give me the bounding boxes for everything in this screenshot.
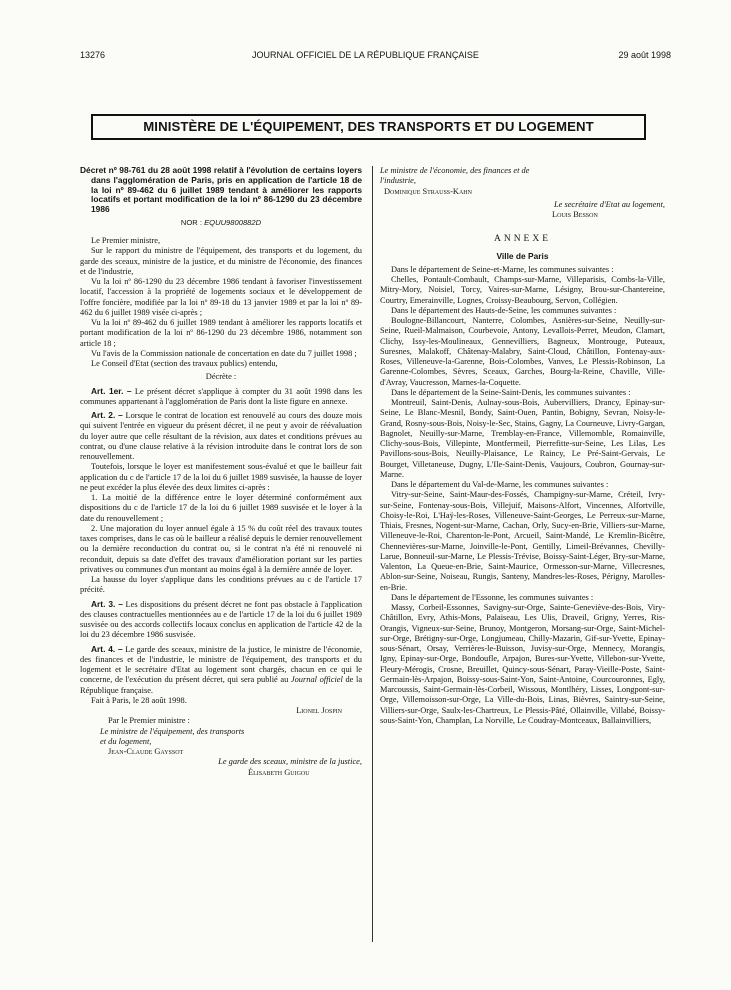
signature-strauss-kahn: Dominique Strauss-Kahn	[384, 186, 472, 196]
commune-list: Boulogne-Billancourt, Nanterre, Colombes, Asnières-sur-Seine, Neuilly-sur-Seine, Rueil-Malmaison, Courbevoie, Antony, Levallois-Perret, Meudon, Clamart, Clichy, Issy-les-Moulineaux, Gennevilliers, Bagneux, Montrouge, Puteaux, Suresnes, Malakoff, Châtenay-Malabry, Saint-Cloud, Châtillon, Fontenay-aux-Roses, Villeneuve-la-Garenne, Bois-Colombes, Vanves, Le Plessis-Robinson, La Garenne-Colombes, Sèvres, Sceaux, Garches, Bourg-la-Reine, Chaville, Ville-d'Avray, Vaucresson, Marnes-la-Coquette.	[380, 316, 665, 387]
par-le-premier-ministre: Par le Premier ministre :	[108, 716, 190, 726]
ville-de-paris: Ville de Paris	[496, 250, 549, 261]
article-2-label: Art. 2. –	[91, 410, 123, 421]
article-1-label: Art. 1er. –	[91, 385, 132, 396]
signature-prime-minister: Lionel Jospin	[296, 706, 342, 716]
opening-line: Le Premier ministre,	[91, 236, 161, 246]
journal-title: JOURNAL OFFICIEL DE LA RÉPUBLIQUE FRANÇAISE	[252, 50, 479, 60]
article-2	[80, 410, 362, 462]
decree-title: Décret nº 98-761 du 28 août 1998 relatif à l'évolution de certains loyers dans l'agglomération de Paris, pris en application de l'article 18 de la loi nº 89-462 du 6 juillet 1989 tendant à améliorer les rapports locatifs et portant modification de la loi nº 86-1290 du 23 décembre 1986	[80, 165, 362, 215]
article-4	[80, 644, 362, 696]
nor-reference	[80, 218, 362, 228]
garde-des-sceaux-title: Le garde des sceaux, ministre de la justice,	[218, 757, 362, 767]
nor-code: EQUU9800882D	[204, 217, 262, 227]
article-2-text: Lorsque le contrat de location est renouvelé au cours des douze mois qui suivent l'entrée en vigueur du présent décret, il ne peut y avoir de réévaluation du loyer autre que celle résultant de la révision, aux dates et conditions prévues au contrat, ou d'une clause relative à la révision introduite dans le contrat lors de son renouvellement.	[80, 411, 363, 462]
ministry-heading-box	[91, 114, 646, 140]
opening-line: Le Conseil d'Etat (section des travaux publics) entendu,	[91, 359, 278, 369]
commune-list: Montreuil, Saint-Denis, Aulnay-sous-Bois, Aubervilliers, Drancy, Epinay-sur-Seine, Le Blanc-Mesnil, Bondy, Saint-Ouen, Pantin, Bobigny, Sevran, Noisy-le-Grand, Rosny-sous-Bois, Noisy-le-Sec, Stains, Gagny, La Courneuve, Livry-Gargan, Bagnolet, Neuilly-sur-Marne, Tremblay-en-France, Villemomble, Romainville, Clichy-sous-Bois, Villepinte, Montfermeil, Pierrefitte-sur-Seine, Les Lilas, Les Pavillons-sous-Bois, Neuilly-Plaisance, Le Raincy, Le Pré-Saint-Gervais, Le Bourget, Villetaneuse, Dugny, L'Ile-Saint-Denis, Vaujours, Coubron, Gournay-sur-Marne.	[380, 398, 665, 479]
minister-economy-title: Le ministre de l'économie, des finances et de l'industrie,	[380, 166, 530, 186]
opening-line: Vu la loi nº 89-462 du 6 juillet 1989 tendant à améliorer les rapports locatifs et portant modification de la loi nº 86-1290 du 23 décembre 1986, notamment son article 18 ;	[80, 318, 362, 348]
article-1	[80, 386, 362, 408]
article-2-paragraph: Toutefois, lorsque le loyer est manifestement sous-évalué et que le bailleur fait application du c de l'article 17 de la loi du 6 juillet 1989 susvisée, la hausse de loyer ne peut excéder la plus élevée des deux limites ci-après :	[80, 462, 362, 492]
department-intro: Dans le département de la Seine-Saint-Denis, les communes suivantes :	[391, 387, 631, 397]
opening-line: Vu l'avis de la Commission nationale de concertation en date du 7 juillet 1998 ;	[91, 348, 357, 358]
ministry-heading: MINISTÈRE DE L'ÉQUIPEMENT, DES TRANSPORTS ET DU LOGEMENT	[143, 119, 594, 134]
article-3	[80, 599, 362, 641]
page-number: 13276	[80, 50, 106, 60]
fait-a-paris: Fait à Paris, le 28 août 1998.	[91, 695, 187, 705]
signature-besson: Louis Besson	[552, 210, 598, 219]
article-3-text: Les dispositions du présent décret ne font pas obstacle à l'application des clauses contractuelles mentionnées au e de l'article 17 de la loi du 6 juillet 1989 susvisée ou des accords collectifs locaux conclus en application de l'article 42 de la loi du 23 décembre 1986 susvisée.	[80, 599, 363, 640]
commune-list: Vitry-sur-Seine, Saint-Maur-des-Fossés, Champigny-sur-Marne, Créteil, Ivry-sur-Seine, Fontenay-sous-Bois, Villejuif, Maisons-Alfort, Vincennes, Alfortville, Choisy-le-Roi, L'Haÿ-les-Roses, Villeneuve-Saint-Georges, Le Perreux-sur-Marne, Thiais, Fresnes, Nogent-sur-Marne, Cachan, Orly, Sucy-en-Brie, Villiers-sur-Marne, Villeneuve-le-Roi, Charenton-le-Pont, Arcueil, Saint-Mandé, Le Kremlin-Bicêtre, Chennevières-sur-Marne, Joinville-le-Pont, Gentilly, Limeil-Brévannes, Chevilly-Larue, Bonneuil-sur-Marne, Le Plessis-Trévise, Boissy-Saint-Léger, Bry-sur-Marne, Valenton, La Queue-en-Brie, Saint-Maurice, Ormesson-sur-Marne, Villecresnes, Ablon-sur-Seine, Noiseau, Rungis, Santeny, Mandres-les-Roses, Périgny, Marolles-en-Brie.	[380, 490, 665, 592]
article-4-label: Art. 4. –	[91, 643, 123, 654]
commune-list: Massy, Corbeil-Essonnes, Savigny-sur-Orge, Sainte-Geneviève-des-Bois, Viry-Châtillon, Evry, Athis-Mons, Palaiseau, Les Ulis, Draveil, Grigny, Yerres, Ris-Orangis, Vigneux-sur-Seine, Brunoy, Montgeron, Morsang-sur-Orge, Saint-Michel-sur-Orge, Brétigny-sur-Orge, Longjumeau, Chilly-Mazarin, Gif-sur-Yvette, Epinay-sous-Sénart, Orsay, Verrières-le-Buisson, Juvisy-sur-Orge, Mennecy, Morangis, Igny, Epinay-sur-Orge, Bondoufle, Arpajon, Bures-sur-Yvette, Villebon-sur-Yvette, Fleury-Mérogis, Crosne, Breuillet, Quincy-sous-Sénart, Paray-Vieille-Poste, Saint-Germain-lès-Arpajon, Boissy-sous-Saint-Yon, Saint-Antoine, Courcouronnes, Egly, Marcoussis, Saint-Germain-lès-Corbeil, Wissous, Montlhéry, Lisses, Longpont-sur-Orge, Villemoisson-sur-Orge, La Ville-du-Bois, Linas, Bièvres, Saintry-sur-Seine, Villiers-sur-Orge, Saulx-les-Chartreux, Le Plessis-Pâté, Ollainville, Villabé, Boissy-sous-Saint-Yon, Champlan, La Norville, Le Coudray-Montceaux, Ballainvilliers,	[380, 603, 665, 725]
article-2-paragraph: La hausse du loyer s'applique dans les conditions prévues au c de l'article 17 précité.	[80, 575, 362, 595]
opening-line: Sur le rapport du ministre de l'équipement, des transports et du logement, du garde des sceaux, ministre de la justice, et du ministre de l'économie, des finances et de l'industrie,	[80, 246, 362, 276]
article-3-label: Art. 3. –	[91, 598, 123, 609]
department-intro: Dans le département de l'Essonne, les communes suivantes :	[391, 592, 594, 602]
opening-line: Vu la loi nº 86-1290 du 23 décembre 1986 tendant à favoriser l'investissement locatif, l'accession à la propriété de logements sociaux et le développement de l'offre foncière, modifiée par la loi nº 89-18 du 13 janvier 1989 et par la loi nº 89-462 du 6 juillet 1989 visée ci-après ;	[80, 277, 362, 317]
right-column	[380, 166, 665, 726]
article-2-paragraph: 2. Une majoration du loyer annuel égale à 15 % du coût réel des travaux toutes taxes comprises, dans le cas où le bailleur a réalisé depuis le dernier renouvellement ou la dernière reconduction du contrat ou, si le contrat n'a été ni renouvelé ni reconduit, depuis sa date d'effet des travaux d'amélioration portant sur les parties privatives ou communes d'un montant au moins égal à la dernière année de loyer.	[80, 523, 362, 574]
department-intro: Dans le département des Hauts-de-Seine, les communes suivantes :	[391, 305, 617, 315]
department-intro: Dans le département de Seine-et-Marne, les communes suivantes :	[391, 264, 614, 274]
department-intro: Dans le département du Val-de-Marne, les communes suivantes :	[391, 480, 609, 489]
article-4-text: Le garde des sceaux, ministre de la justice, le ministre de l'économie, des finances et de l'industrie, le ministre de l'équipement, des transports et du logement et le secrétaire d'Etat au logement sont chargés, chacun en ce qui le concerne, de l'exécution du présent décret, qui sera publié au	[80, 644, 362, 685]
signature-gayssot: Jean-Claude Gayssot	[108, 747, 184, 757]
article-4-text-end: de la République française.	[80, 675, 363, 695]
secretary-title: Le secrétaire d'Etat au logement,	[553, 199, 665, 209]
signature-guigou: Élisabeth Guigou	[248, 767, 310, 777]
decrete-heading: Décrète :	[205, 372, 237, 382]
article-1-text: Le présent décret s'applique à compter du 31 août 1998 dans les communes appartenant à l'agglomération de Paris dont la liste figure en annexe.	[80, 386, 363, 406]
minister-equipment-title: Le ministre de l'équipement, des transports et du logement,	[100, 726, 245, 746]
commune-list: Chelles, Pontault-Combault, Champs-sur-Marne, Villeparisis, Combs-la-Ville, Mitry-Mory, Noisiel, Torcy, Vaires-sur-Marne, Lésigny, Brou-sur-Chantereine, Courtry, Emerainville, Lognes, Croissy-Beaubourg, Servon, Collégien.	[380, 275, 665, 305]
nor-label: NOR :	[180, 217, 202, 227]
annex-title: ANNEXE	[493, 234, 552, 245]
journal-officiel-reference: Journal officiel	[290, 675, 343, 685]
issue-date: 29 août 1998	[618, 50, 671, 60]
article-2-paragraph: 1. La moitié de la différence entre le loyer déterminé conformément aux dispositions du c de l'article 17 de la loi du 6 juillet 1989 susvisée et le loyer à la date du renouvellement ;	[80, 493, 362, 523]
column-divider	[372, 166, 373, 942]
left-column	[80, 166, 362, 778]
